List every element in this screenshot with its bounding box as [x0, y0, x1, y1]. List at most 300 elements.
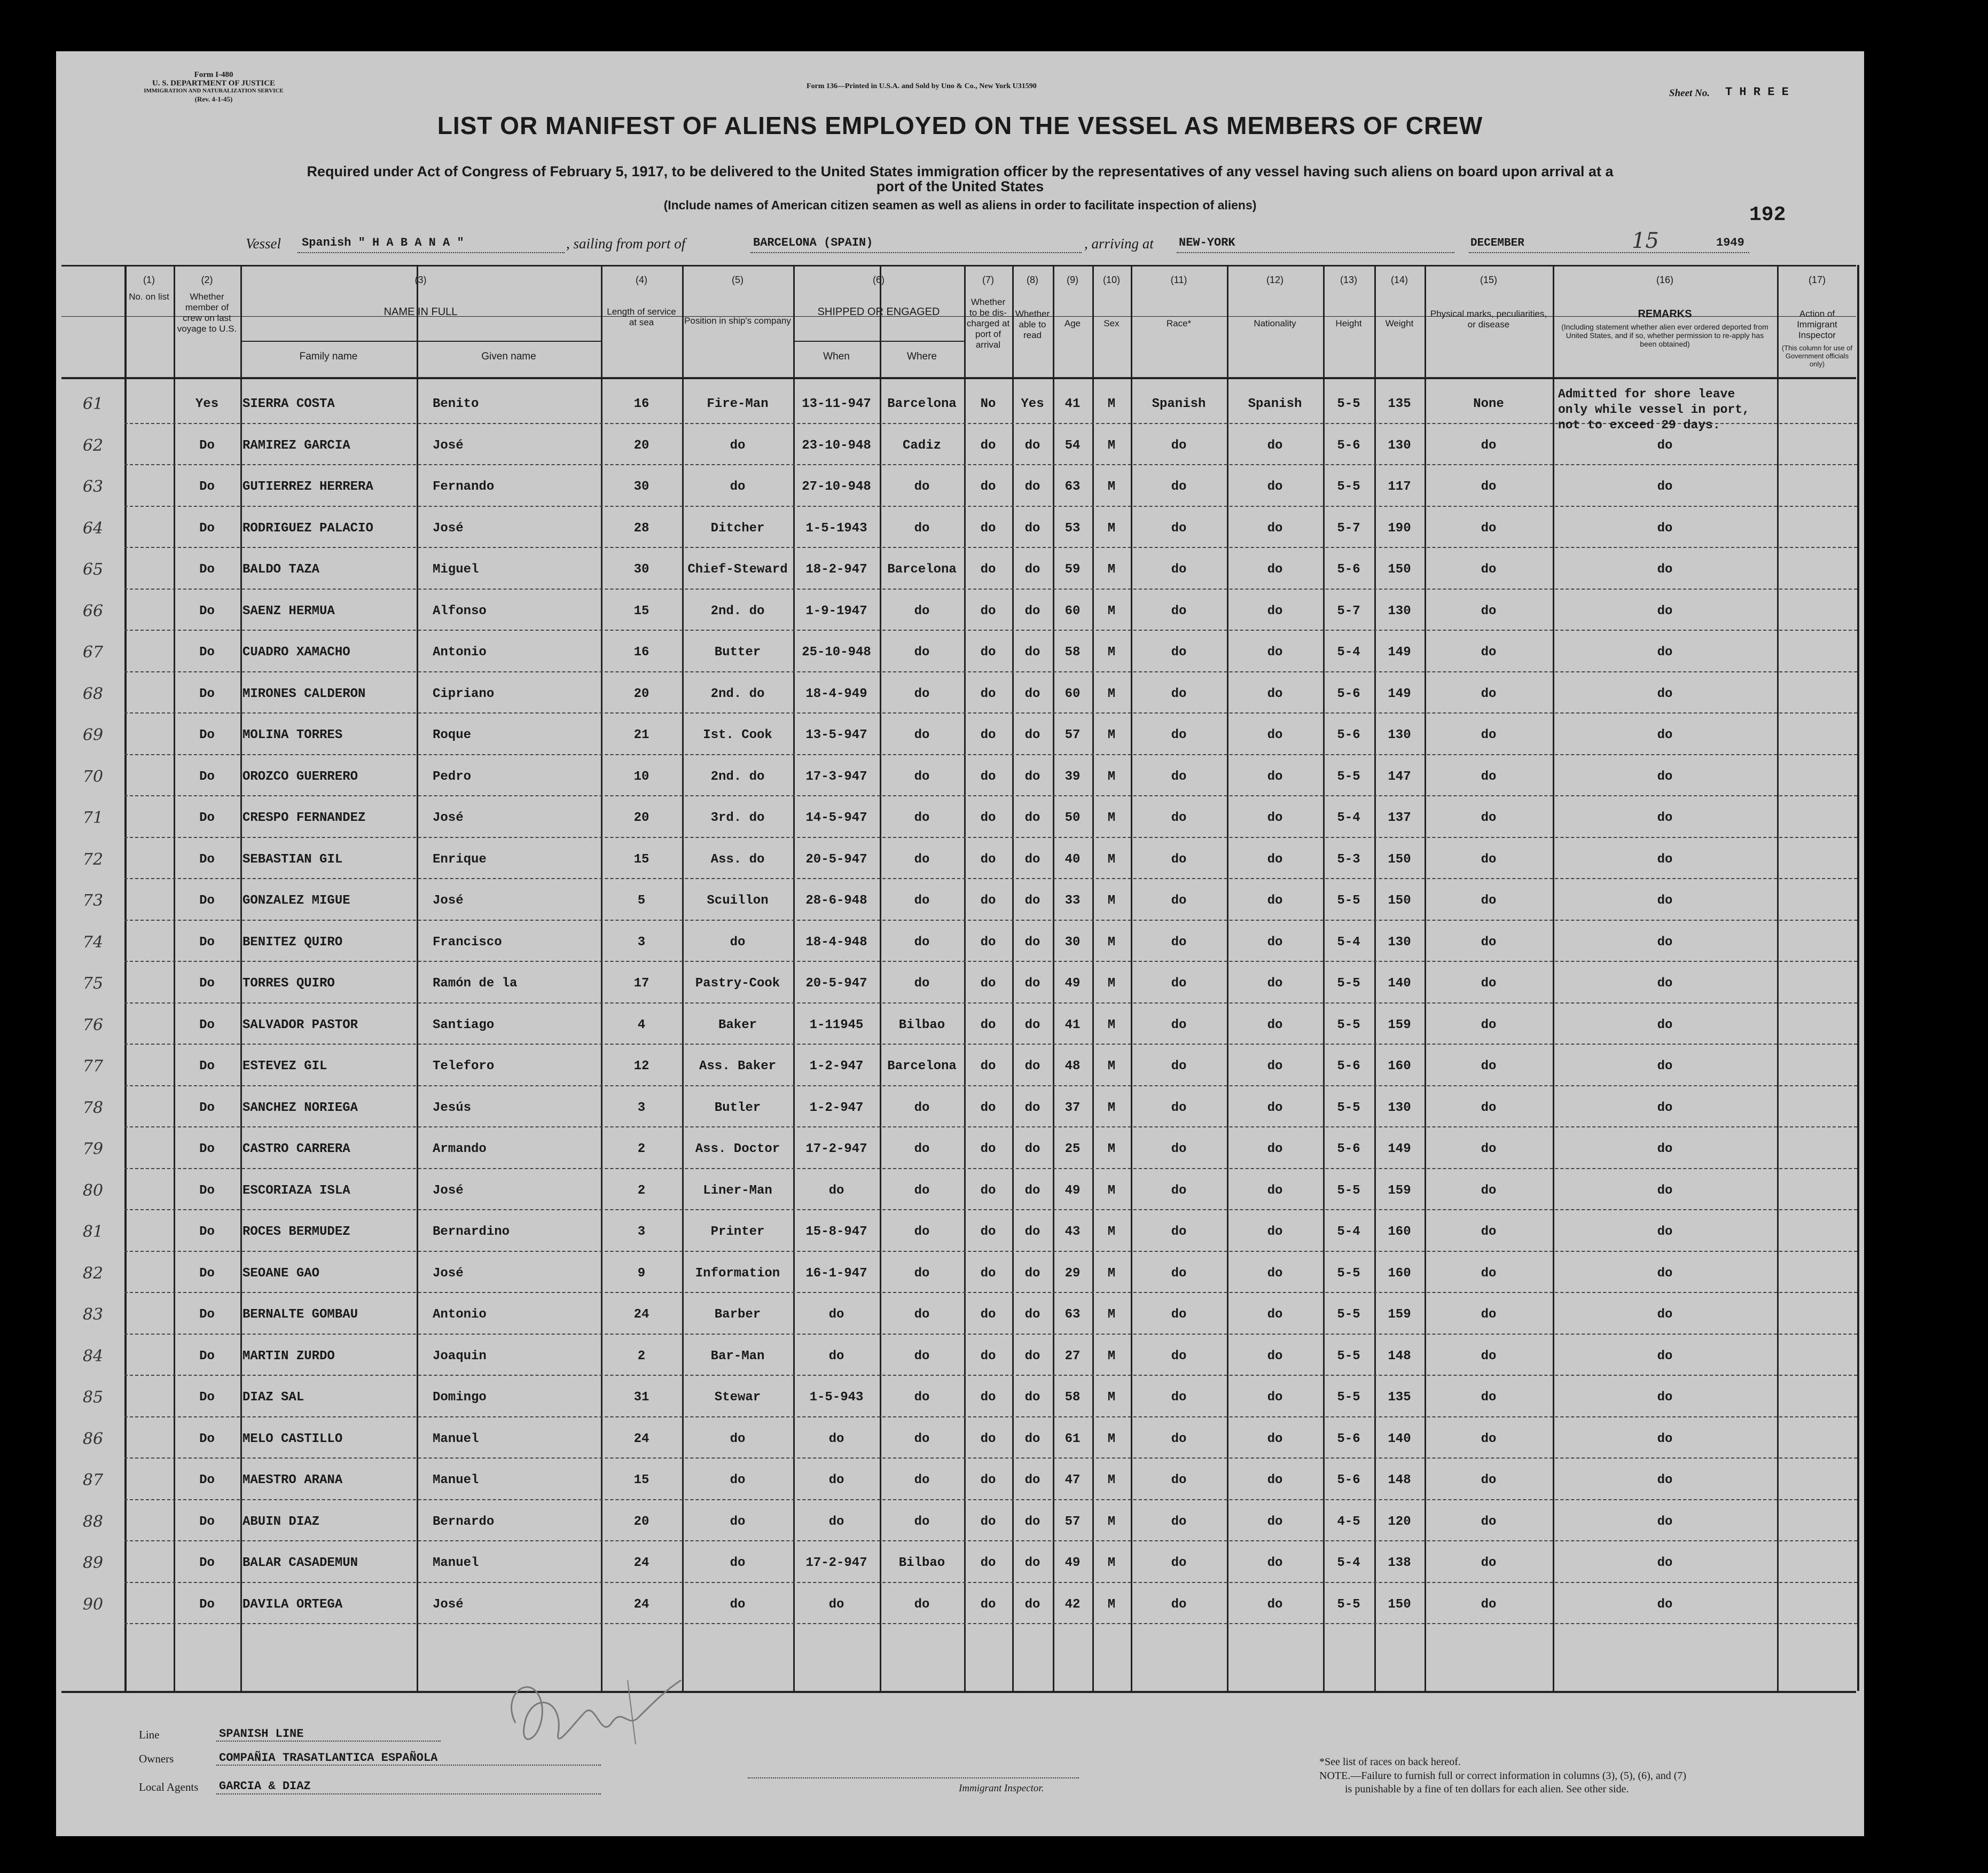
cell-remarks: do: [1657, 604, 1673, 618]
cell-where: do: [914, 1390, 930, 1405]
cell-position: Ass. Doctor: [695, 1142, 780, 1156]
cell-given: Joaquin: [433, 1349, 487, 1363]
column-number: (9): [1067, 275, 1078, 285]
cell-family: ESTEVEZ GIL: [242, 1059, 327, 1073]
cell-height: 5-6: [1337, 438, 1360, 453]
cell-service: 3: [637, 935, 646, 950]
cell-family: SEOANE GAO: [242, 1266, 320, 1281]
cell-nat: do: [1267, 935, 1283, 950]
cell-sex: M: [1107, 1431, 1116, 1446]
agents-label: Local Agents: [139, 1781, 199, 1793]
cell-read: do: [1024, 1142, 1040, 1156]
header-nationality: Nationality: [1254, 318, 1296, 328]
cell-sex: M: [1107, 604, 1116, 618]
column-number: (5): [732, 275, 743, 285]
cell-nat: do: [1267, 1556, 1283, 1570]
cell-read: do: [1024, 1100, 1040, 1115]
cell-no: 89: [82, 1555, 104, 1571]
cell-race: do: [1171, 1100, 1187, 1115]
cell-nat: Spanish: [1248, 397, 1302, 411]
row-rule: [124, 1416, 1857, 1417]
cell-given: Fernando: [433, 480, 495, 494]
cell-sex: M: [1107, 1183, 1116, 1198]
cell-disch: do: [980, 1473, 996, 1487]
cell-no: 66: [82, 603, 104, 620]
cell-position: do: [730, 1431, 746, 1446]
cell-height: 5-7: [1337, 604, 1360, 618]
fine-note-2: is punishable by a fine of ten dollars for each alien. See other side.: [1345, 1783, 1629, 1795]
line-label: Line: [139, 1728, 160, 1741]
row-rule: [124, 837, 1857, 838]
cell-position: Butter: [714, 645, 761, 660]
fine-note-1: NOTE.—Failure to furnish full or correct information in columns (3), (5), (6), and (7): [1319, 1770, 1687, 1782]
cell-read: do: [1024, 1349, 1040, 1363]
cell-given: Jesús: [433, 1100, 472, 1115]
cell-race: do: [1171, 1307, 1187, 1322]
cell-crew: Do: [199, 1307, 215, 1322]
cell-weight: 160: [1388, 1266, 1411, 1281]
cell-age: 57: [1065, 1514, 1081, 1529]
cell-where: do: [914, 1597, 930, 1612]
cell-age: 60: [1065, 604, 1081, 618]
cell-family: SEBASTIAN GIL: [242, 852, 343, 867]
cell-given: Bernardino: [433, 1225, 510, 1239]
cell-nat: do: [1267, 604, 1283, 618]
cell-where: Barcelona: [887, 397, 957, 411]
cell-sex: M: [1107, 894, 1116, 908]
cell-no: 90: [82, 1596, 104, 1613]
cell-position: do: [730, 1597, 746, 1612]
cell-disch: No: [980, 397, 996, 411]
cell-nat: do: [1267, 1349, 1283, 1363]
cell-age: 27: [1065, 1349, 1081, 1363]
cell-where: do: [914, 811, 930, 825]
page-number: 192: [1749, 203, 1786, 226]
cell-marks: do: [1481, 645, 1497, 660]
cell-race: do: [1171, 852, 1187, 867]
cell-when: 1-2-947: [809, 1100, 864, 1115]
cell-remarks: do: [1657, 438, 1673, 453]
cell-height: 5-5: [1337, 976, 1360, 991]
cell-nat: do: [1267, 769, 1283, 784]
cell-service: 4: [637, 1017, 646, 1032]
cell-no: 63: [82, 479, 104, 495]
cell-nat: do: [1267, 562, 1283, 577]
header-length-of-service: Length of service at sea: [607, 307, 676, 327]
cell-given: Benito: [433, 397, 479, 411]
cell-crew: Do: [199, 645, 215, 660]
line-value: SPANISH LINE: [219, 1727, 304, 1741]
cell-position: Scuillon: [707, 894, 769, 908]
cell-weight: 160: [1388, 1225, 1411, 1239]
cell-nat: do: [1267, 1431, 1283, 1446]
cell-disch: do: [980, 1183, 996, 1198]
cell-family: RODRIGUEZ PALACIO: [242, 521, 373, 536]
cell-family: MIRONES CALDERON: [242, 686, 366, 701]
cell-marks: do: [1481, 562, 1497, 577]
cell-height: 5-4: [1337, 645, 1360, 660]
cell-when: do: [828, 1349, 844, 1363]
cell-disch: do: [980, 1225, 996, 1239]
cell-when: 18-4-948: [805, 935, 867, 950]
column-number: (11): [1170, 275, 1187, 285]
cell-marks: do: [1481, 480, 1497, 494]
cell-service: 2: [637, 1349, 646, 1363]
owners-label: Owners: [139, 1752, 174, 1765]
cell-sex: M: [1107, 1349, 1116, 1363]
cell-service: 3: [637, 1100, 646, 1115]
cell-given: Ramón de la: [433, 976, 518, 991]
cell-height: 5-7: [1337, 521, 1360, 536]
cell-disch: do: [980, 1514, 996, 1529]
cell-remarks: do: [1657, 1142, 1673, 1156]
cell-race: do: [1171, 728, 1187, 742]
cell-age: 30: [1065, 935, 1081, 950]
cell-family: SALVADOR PASTOR: [242, 1017, 358, 1032]
cell-read: do: [1024, 562, 1040, 577]
cell-family: MELO CASTILLO: [242, 1431, 343, 1446]
cell-no: 73: [82, 893, 104, 909]
column-number: (15): [1480, 275, 1497, 285]
inspector-label: Immigrant Inspector.: [959, 1783, 1044, 1794]
row-rule: [124, 795, 1857, 796]
cell-no: 70: [82, 769, 104, 785]
cell-weight: 190: [1388, 521, 1411, 536]
header-height: Height: [1335, 318, 1362, 328]
cell-read: do: [1024, 769, 1040, 784]
department-name: U. S. DEPARTMENT OF JUSTICE: [152, 79, 276, 88]
row-rule: [124, 1582, 1857, 1583]
cell-service: 20: [633, 1514, 649, 1529]
cell-race: do: [1171, 976, 1187, 991]
cell-no: 67: [82, 645, 104, 661]
cell-marks: do: [1481, 1514, 1497, 1529]
cell-marks: do: [1481, 852, 1497, 867]
cell-disch: do: [980, 1017, 996, 1032]
cell-race: do: [1171, 1431, 1187, 1446]
agents-value: GARCIA & DIAZ: [219, 1780, 311, 1793]
cell-age: 54: [1065, 438, 1081, 453]
header-race: Race*: [1166, 318, 1192, 328]
cell-family: DIAZ SAL: [242, 1390, 304, 1405]
cell-when: 23-10-948: [802, 438, 871, 453]
cell-weight: 148: [1388, 1349, 1411, 1363]
cell-weight: 135: [1388, 397, 1411, 411]
cell-disch: do: [980, 1307, 996, 1322]
cell-remarks: do: [1657, 1307, 1673, 1322]
cell-where: do: [914, 521, 930, 536]
cell-height: 5-5: [1337, 1390, 1360, 1405]
cell-disch: do: [980, 1266, 996, 1281]
cell-given: Francisco: [433, 935, 502, 950]
cell-nat: do: [1267, 1390, 1283, 1405]
cell-where: do: [914, 1307, 930, 1322]
cell-no: 76: [82, 1017, 104, 1033]
cell-when: 20-5-947: [805, 852, 867, 867]
cell-weight: 130: [1388, 604, 1411, 618]
cell-disch: do: [980, 894, 996, 908]
cell-age: 49: [1065, 1556, 1081, 1570]
manifest-sheet: [56, 51, 1864, 1836]
cell-where: do: [914, 604, 930, 618]
column-number: (13): [1340, 275, 1357, 285]
cell-race: do: [1171, 562, 1187, 577]
cell-service: 24: [633, 1597, 649, 1612]
column-number: (16): [1656, 275, 1673, 285]
cell-when: 14-5-947: [805, 811, 867, 825]
cell-sex: M: [1107, 1100, 1116, 1115]
cell-race: do: [1171, 480, 1187, 494]
cell-age: 29: [1065, 1266, 1081, 1281]
cell-marks: do: [1481, 1473, 1497, 1487]
cell-sex: M: [1107, 769, 1116, 784]
cell-age: 41: [1065, 1017, 1081, 1032]
cell-nat: do: [1267, 1473, 1283, 1487]
cell-age: 33: [1065, 894, 1081, 908]
row-rule: [124, 1334, 1857, 1335]
cell-marks: do: [1481, 1100, 1497, 1115]
cell-nat: do: [1267, 1597, 1283, 1612]
cell-race: do: [1171, 1142, 1187, 1156]
cell-crew: Do: [199, 1597, 215, 1612]
cell-height: 5-4: [1337, 811, 1360, 825]
cell-service: 24: [633, 1307, 649, 1322]
cell-crew: Do: [199, 935, 215, 950]
cell-no: 79: [82, 1141, 104, 1157]
cell-where: do: [914, 686, 930, 701]
cell-height: 5-6: [1337, 1142, 1360, 1156]
cell-given: Manuel: [433, 1431, 479, 1446]
cell-crew: Do: [199, 811, 215, 825]
cell-disch: do: [980, 1597, 996, 1612]
cell-disch: do: [980, 1390, 996, 1405]
cell-remarks: do: [1657, 852, 1673, 867]
sheet-label: Sheet No.: [1669, 88, 1710, 99]
cell-remarks: do: [1657, 1266, 1673, 1281]
cell-where: Bilbao: [898, 1556, 945, 1570]
cell-service: 20: [633, 811, 649, 825]
cell-disch: do: [980, 438, 996, 453]
cell-nat: do: [1267, 1183, 1283, 1198]
cell-remarks: do: [1657, 1431, 1673, 1446]
cell-family: BALDO TAZA: [242, 562, 320, 577]
cell-family: ABUIN DIAZ: [242, 1514, 320, 1529]
cell-where: do: [914, 852, 930, 867]
cell-where: Barcelona: [887, 1059, 957, 1073]
cell-read: do: [1024, 1059, 1040, 1073]
column-number: (12): [1266, 275, 1283, 285]
cell-family: SAENZ HERMUA: [242, 604, 335, 618]
cell-height: 5-4: [1337, 1556, 1360, 1570]
signature-mark: [494, 1659, 718, 1766]
cell-when: do: [828, 1183, 844, 1198]
cell-remarks: do: [1657, 562, 1673, 577]
cell-where: do: [914, 1183, 930, 1198]
cell-where: do: [914, 976, 930, 991]
cell-nat: do: [1267, 1266, 1283, 1281]
cell-disch: do: [980, 1142, 996, 1156]
cell-race: do: [1171, 645, 1187, 660]
cell-age: 60: [1065, 686, 1081, 701]
cell-height: 5-5: [1337, 894, 1360, 908]
cell-race: do: [1171, 1183, 1187, 1198]
cell-when: do: [828, 1597, 844, 1612]
cell-when: 20-5-947: [805, 976, 867, 991]
cell-when: 1-11945: [809, 1017, 864, 1032]
cell-sex: M: [1107, 1473, 1116, 1487]
cell-remarks: do: [1657, 811, 1673, 825]
cell-given: Pedro: [433, 769, 472, 784]
cell-service: 30: [633, 480, 649, 494]
cell-marks: do: [1481, 1059, 1497, 1073]
cell-marks: do: [1481, 1349, 1497, 1363]
cell-height: 5-5: [1337, 1266, 1360, 1281]
cell-crew: Do: [199, 976, 215, 991]
cell-when: 25-10-948: [802, 645, 871, 660]
cell-where: do: [914, 1100, 930, 1115]
arrival-port: NEW-YORK: [1179, 236, 1235, 249]
cell-when: 18-4-949: [805, 686, 867, 701]
cell-no: 64: [82, 520, 104, 537]
cell-remarks: do: [1657, 686, 1673, 701]
cell-position: do: [730, 480, 746, 494]
cell-position: do: [730, 935, 746, 950]
cell-remarks: do: [1657, 1390, 1673, 1405]
row-rule: [124, 1251, 1857, 1252]
cell-marks: do: [1481, 1597, 1497, 1612]
cell-marks: do: [1481, 521, 1497, 536]
cell-weight: 159: [1388, 1307, 1411, 1322]
cell-height: 5-6: [1337, 728, 1360, 742]
row-rule: [124, 1499, 1857, 1500]
cell-crew: Do: [199, 1431, 215, 1446]
cell-given: Bernardo: [433, 1514, 495, 1529]
cell-no: 78: [82, 1100, 104, 1116]
cell-remarks: do: [1657, 1225, 1673, 1239]
cell-given: Enrique: [433, 852, 487, 867]
cell-when: do: [828, 1473, 844, 1487]
cell-read: do: [1024, 1307, 1040, 1322]
cell-no: 86: [82, 1431, 104, 1447]
cell-given: Antonio: [433, 1307, 487, 1322]
column-number: (4): [636, 275, 647, 285]
cell-service: 10: [633, 769, 649, 784]
cell-read: do: [1024, 1473, 1040, 1487]
cell-nat: do: [1267, 1307, 1283, 1322]
column-number: (17): [1808, 275, 1826, 285]
cell-age: 59: [1065, 562, 1081, 577]
cell-age: 40: [1065, 852, 1081, 867]
vessel-label: Vessel: [246, 236, 281, 252]
column-number: (14): [1390, 275, 1408, 285]
cell-where: do: [914, 1431, 930, 1446]
cell-remarks: do: [1657, 521, 1673, 536]
header-weight: Weight: [1385, 318, 1414, 328]
column-number: (1): [143, 275, 155, 285]
departure-port: BARCELONA (SPAIN): [753, 236, 873, 249]
cell-sex: M: [1107, 397, 1116, 411]
cell-sex: M: [1107, 1266, 1116, 1281]
cell-read: do: [1024, 686, 1040, 701]
cell-remarks: do: [1657, 645, 1673, 660]
cell-weight: 150: [1388, 562, 1411, 577]
cell-weight: 120: [1388, 1514, 1411, 1529]
row-rule: [124, 671, 1857, 672]
cell-family: OROZCO GUERRERO: [242, 769, 358, 784]
cell-remarks: do: [1657, 1183, 1673, 1198]
cell-sex: M: [1107, 852, 1116, 867]
row-rule: [124, 1623, 1857, 1624]
cell-sex: M: [1107, 562, 1116, 577]
row-rule: [124, 630, 1857, 631]
column-rule: [1777, 265, 1779, 1691]
cell-family: CASTRO CARRERA: [242, 1142, 350, 1156]
cell-disch: do: [980, 852, 996, 867]
cell-weight: 160: [1388, 1059, 1411, 1073]
cell-read: do: [1024, 935, 1040, 950]
cell-height: 5-4: [1337, 1225, 1360, 1239]
cell-family: GUTIERREZ HERRERA: [242, 480, 373, 494]
cell-sex: M: [1107, 1514, 1116, 1529]
cell-sex: M: [1107, 1017, 1116, 1032]
cell-weight: 130: [1388, 935, 1411, 950]
cell-weight: 149: [1388, 645, 1411, 660]
subtitle-1: Required under Act of Congress of February 5, 1917, to be delivered to the United States immigration officer by the representatives of any vessel having such aliens on board upon arrival at a: [307, 163, 1614, 179]
cell-where: Cadiz: [902, 438, 941, 453]
owners-value: COMPAÑIA TRASATLANTICA ESPAÑOLA: [219, 1751, 438, 1765]
row-rule: [124, 1002, 1857, 1004]
cell-marks: do: [1481, 728, 1497, 742]
cell-marks: do: [1481, 935, 1497, 950]
cell-weight: 150: [1388, 852, 1411, 867]
header-name-in-full: NAME IN FULL: [383, 306, 458, 318]
cell-sex: M: [1107, 1307, 1116, 1322]
cell-when: 1-9-1947: [805, 604, 867, 618]
cell-read: do: [1024, 1556, 1040, 1570]
cell-disch: do: [980, 1100, 996, 1115]
sub-header-when: When: [823, 351, 850, 362]
cell-no: 71: [82, 810, 104, 826]
cell-when: 17-3-947: [805, 769, 867, 784]
cell-race: do: [1171, 686, 1187, 701]
cell-age: 48: [1065, 1059, 1081, 1073]
cell-weight: 138: [1388, 1556, 1411, 1570]
cell-remarks: do: [1657, 769, 1673, 784]
cell-no: 69: [82, 727, 104, 743]
cell-nat: do: [1267, 811, 1283, 825]
cell-weight: 117: [1388, 480, 1411, 494]
sub-header-given: Given name: [481, 351, 536, 362]
cell-no: 68: [82, 686, 104, 702]
cell-where: do: [914, 769, 930, 784]
cell-given: Manuel: [433, 1473, 479, 1487]
cell-crew: Do: [199, 562, 215, 577]
cell-position: Baker: [718, 1017, 757, 1032]
cell-service: 20: [633, 686, 649, 701]
cell-where: do: [914, 1225, 930, 1239]
column-number: (10): [1102, 275, 1120, 285]
cell-no: 72: [82, 851, 104, 868]
header-sex: Sex: [1103, 318, 1120, 328]
cell-crew: Do: [199, 894, 215, 908]
cell-remarks: do: [1657, 1059, 1673, 1073]
cell-age: 39: [1065, 769, 1081, 784]
printer-line: Form 136—Printed in U.S.A. and Sold by Uno & Co., New York U31590: [807, 82, 1037, 90]
cell-age: 53: [1065, 521, 1081, 536]
cell-position: Liner-Man: [703, 1183, 772, 1198]
cell-weight: 147: [1388, 769, 1411, 784]
cell-position: Ist. Cook: [703, 728, 772, 742]
